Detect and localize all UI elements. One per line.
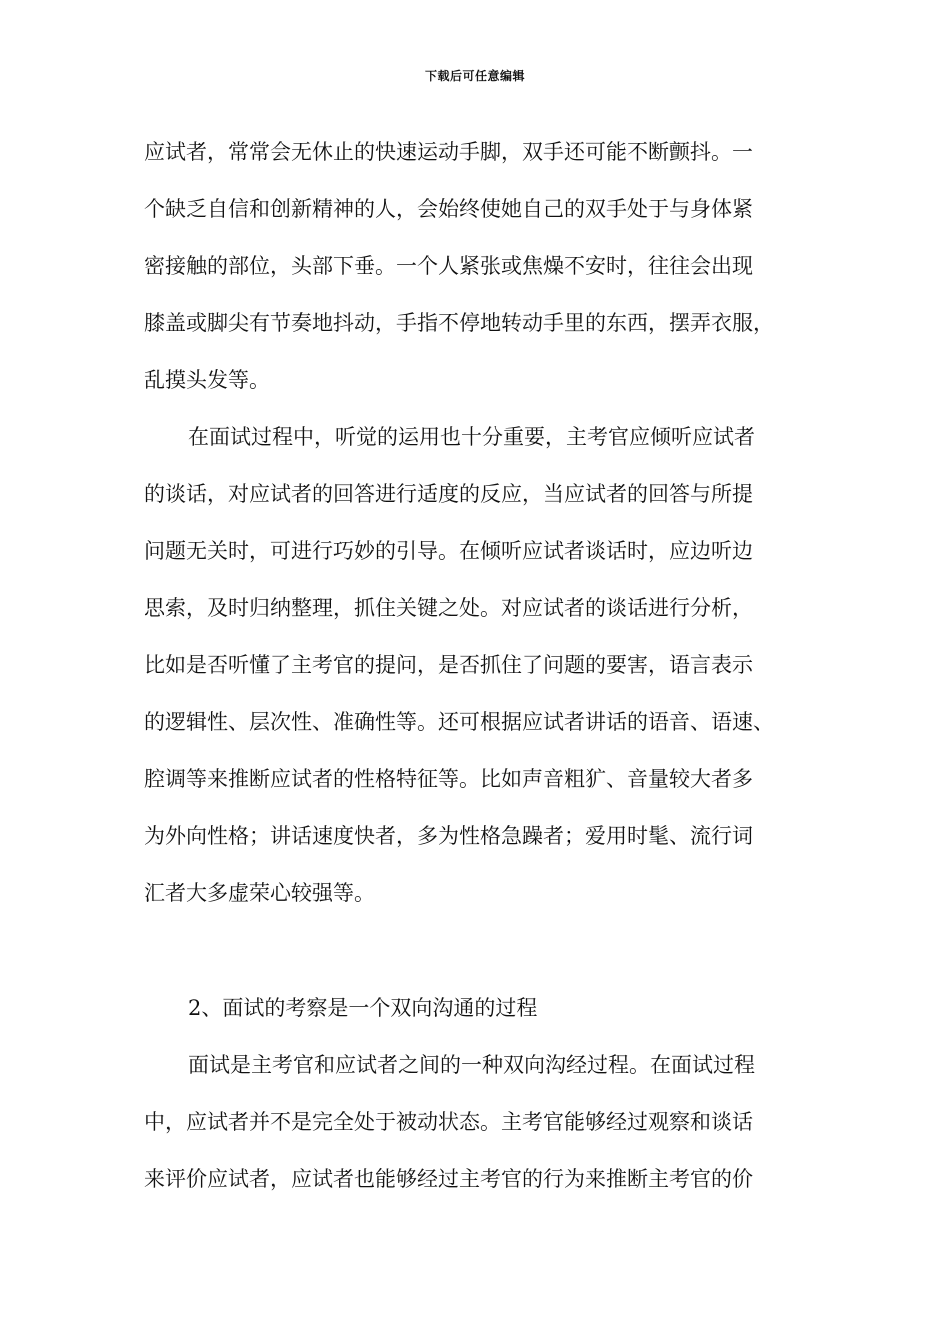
text-line: 比如是否听懂了主考官的提问，是否抓住了问题的要害，语言表示: [144, 653, 753, 677]
text-line: 的逻辑性、层次性、准确性等。还可根据应试者讲话的语音、语速、: [144, 710, 774, 734]
text-line: 中，应试者并不是完全处于被动状态。主考官能够经过观察和谈话: [144, 1110, 753, 1134]
text-line: 乱摸头发等。: [144, 368, 270, 392]
paragraph: [144, 1045, 834, 1216]
paragraph: [144, 132, 834, 417]
text-line: 思索，及时归纳整理，抓住关键之处。对应试者的谈话进行分析，: [144, 596, 753, 620]
text-line: 在面试过程中，听觉的运用也十分重要，主考官应倾听应试者: [188, 425, 755, 449]
text-line: 汇者大多虚荣心较强等。: [144, 881, 375, 905]
section-heading: 2、面试的考察是一个双向沟通的过程: [188, 996, 538, 1020]
text-line: 应试者，常常会无休止的快速运动手脚，双手还可能不断颤抖。一: [144, 140, 753, 164]
text-line: 个缺乏自信和创新精神的人，会始终使她自己的双手处于与身体紧: [144, 197, 753, 221]
paragraph-spacer: [144, 930, 834, 988]
text-line: 为外向性格；讲话速度快者，多为性格急躁者；爱用时髦、流行词: [144, 824, 753, 848]
text-line: 问题无关时，可进行巧妙的引导。在倾听应试者谈话时，应边听边: [144, 539, 753, 563]
text-line: 密接触的部位，头部下垂。一个人紧张或焦燥不安时，往往会出现: [144, 254, 753, 278]
page-header: 下载后可任意编辑: [424, 69, 525, 83]
text-line: 膝盖或脚尖有节奏地抖动，手指不停地转动手里的东西，摆弄衣服，: [144, 311, 774, 335]
text-line: 的谈话，对应试者的回答进行适度的反应，当应试者的回答与所提: [144, 482, 753, 506]
text-line: 腔调等来推断应试者的性格特征等。比如声音粗犷、音量较大者多: [144, 767, 753, 791]
text-line: 来评价应试者，应试者也能够经过主考官的行为来推断主考官的价: [144, 1167, 753, 1191]
paragraph: [144, 417, 834, 930]
text-line: 面试是主考官和应试者之间的一种双向沟经过程。在面试过程: [188, 1053, 755, 1077]
document-body: [144, 132, 834, 1216]
